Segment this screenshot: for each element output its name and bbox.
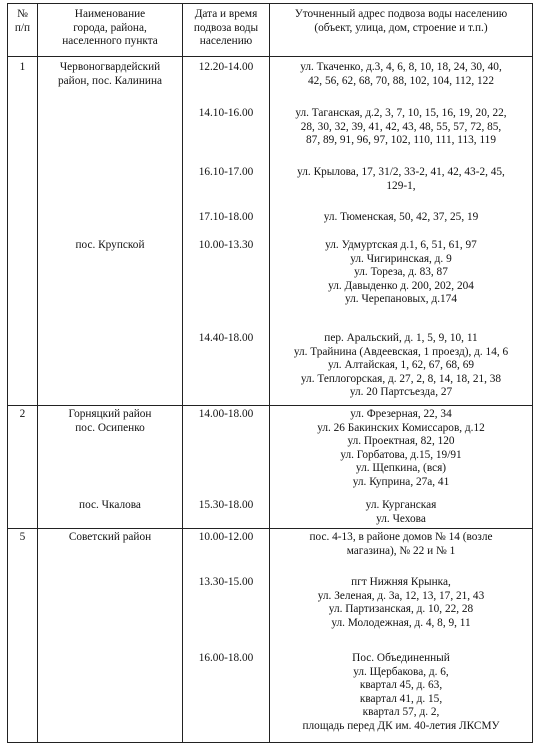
row-3-address-3: Пос. Объединенный ул. Щербакова, д. 6, квартал 45, д. 63, квартал 41, д. 15, квартал 57, д. 2, площадь перед ДК им. 40-летия ЛКСМУ	[302, 652, 500, 732]
row-1-time-3: 16.10-17.00	[198, 166, 254, 178]
row-1-place-settlement: пос. Крупской	[75, 239, 145, 251]
row-3-place-district: Советский район	[68, 531, 152, 543]
row-3-number: 5	[19, 531, 26, 543]
row-1-time-4: 17.10-18.00	[198, 211, 254, 223]
row-2-time-1: 14.00-18.00	[198, 408, 254, 420]
row-1-address-3: ул. Крылова, 17, 31/2, 33-2, 41, 42, 43-2, 45, 129-1,	[297, 166, 505, 192]
table-border-right	[532, 3, 533, 743]
table-border-top	[7, 3, 533, 4]
row-3-address-2: пгт Нижняя Крынка, ул. Зеленая, д. 3а, 12, 13, 17, 21, 43 ул. Партизанская, д. 10, 22, 28 ул. Молодежная, д. 4, 8, 9, 11	[317, 576, 485, 629]
row-3-time-3: 16.00-18.00	[198, 652, 254, 664]
row-1-address-4: ул. Тюменская, 50, 42, 37, 25, 19	[323, 211, 479, 223]
row-2-time-2: 15.30-18.00	[198, 499, 254, 511]
row-1-address-6: пер. Аральский, д. 1, 5, 9, 10, 11 ул. Трайнина (Авдеевская, 1 проезд), д. 14, 6 ул. Алтайская, 1, 62, 67, 68, 69 ул. Теплогорская, д. 27, 2, 8, 14, 18, 21, 38 ул. 20 Партсъезда, 27	[293, 332, 509, 399]
row-3-time-2: 13.30-15.00	[198, 576, 254, 588]
row-3-address-1: пос. 4-13, в районе домов № 14 (возле магазина), № 22 и № 1	[309, 531, 493, 557]
row-3-time-1: 10.00-12.00	[198, 531, 254, 543]
header-place: Наименование города, района, населенного пункта	[62, 8, 158, 48]
row-2-number: 2	[19, 408, 26, 420]
column-divider-num	[37, 3, 38, 743]
row-1-address-2: ул. Таганская, д.2, 3, 7, 10, 15, 16, 19, 20, 22, 28, 30, 32, 39, 41, 42, 43, 48, 55, 57, 72, 85, 87, 89, 91, 96, 97, 102, 110, 111, 113, 119	[295, 107, 507, 147]
row-2-place-district: Горняцкий район пос. Осипенко	[68, 408, 152, 434]
row-1-place-district: Червоногвардейский район, пос. Калинина	[57, 61, 163, 87]
row-1-time-5: 10.00-13.30	[198, 239, 254, 251]
row-1-address-1: ул. Ткаченко, д.3, 4, 6, 8, 10, 18, 24, 30, 40, 42, 56, 62, 68, 70, 88, 102, 104, 112, 122	[300, 61, 502, 87]
row-1-address-5: ул. Удмуртская д.1, 6, 51, 61, 97 ул. Чигиринская, д. 9 ул. Тореза, д. 83, 87 ул. Давыденко д. 200, 202, 204 ул. Черепановых, д.174	[325, 239, 477, 306]
row-2-address-2: ул. Курганская ул. Чехова	[365, 499, 437, 525]
row-divider-1	[7, 405, 533, 406]
header-address: Уточненный адрес подвоза воды населению (объект, улица, дом, строение и т.п.)	[294, 8, 508, 34]
row-1-number: 1	[19, 61, 26, 73]
header-time: Дата и время подвоза воды населению	[193, 8, 259, 48]
table-border-left	[7, 3, 8, 743]
row-divider-2	[7, 528, 533, 529]
header-number: № п/п	[14, 8, 31, 34]
row-1-time-1: 12.20-14.00	[198, 61, 254, 73]
row-1-time-6: 14.40-18.00	[198, 332, 254, 344]
row-2-address-1: ул. Фрезерная, 22, 34 ул. 26 Бакинских Комиссаров, д.12 ул. Проектная, 82, 120 ул. Горбатова, д.15, 19/91 ул. Щепкина, (вся) ул. Куприна, 27а, 41	[317, 408, 485, 488]
header-divider	[7, 56, 533, 57]
row-2-place-settlement: пос. Чкалова	[79, 499, 141, 511]
row-1-time-2: 14.10-16.00	[198, 107, 254, 119]
table-border-bottom	[7, 742, 533, 743]
